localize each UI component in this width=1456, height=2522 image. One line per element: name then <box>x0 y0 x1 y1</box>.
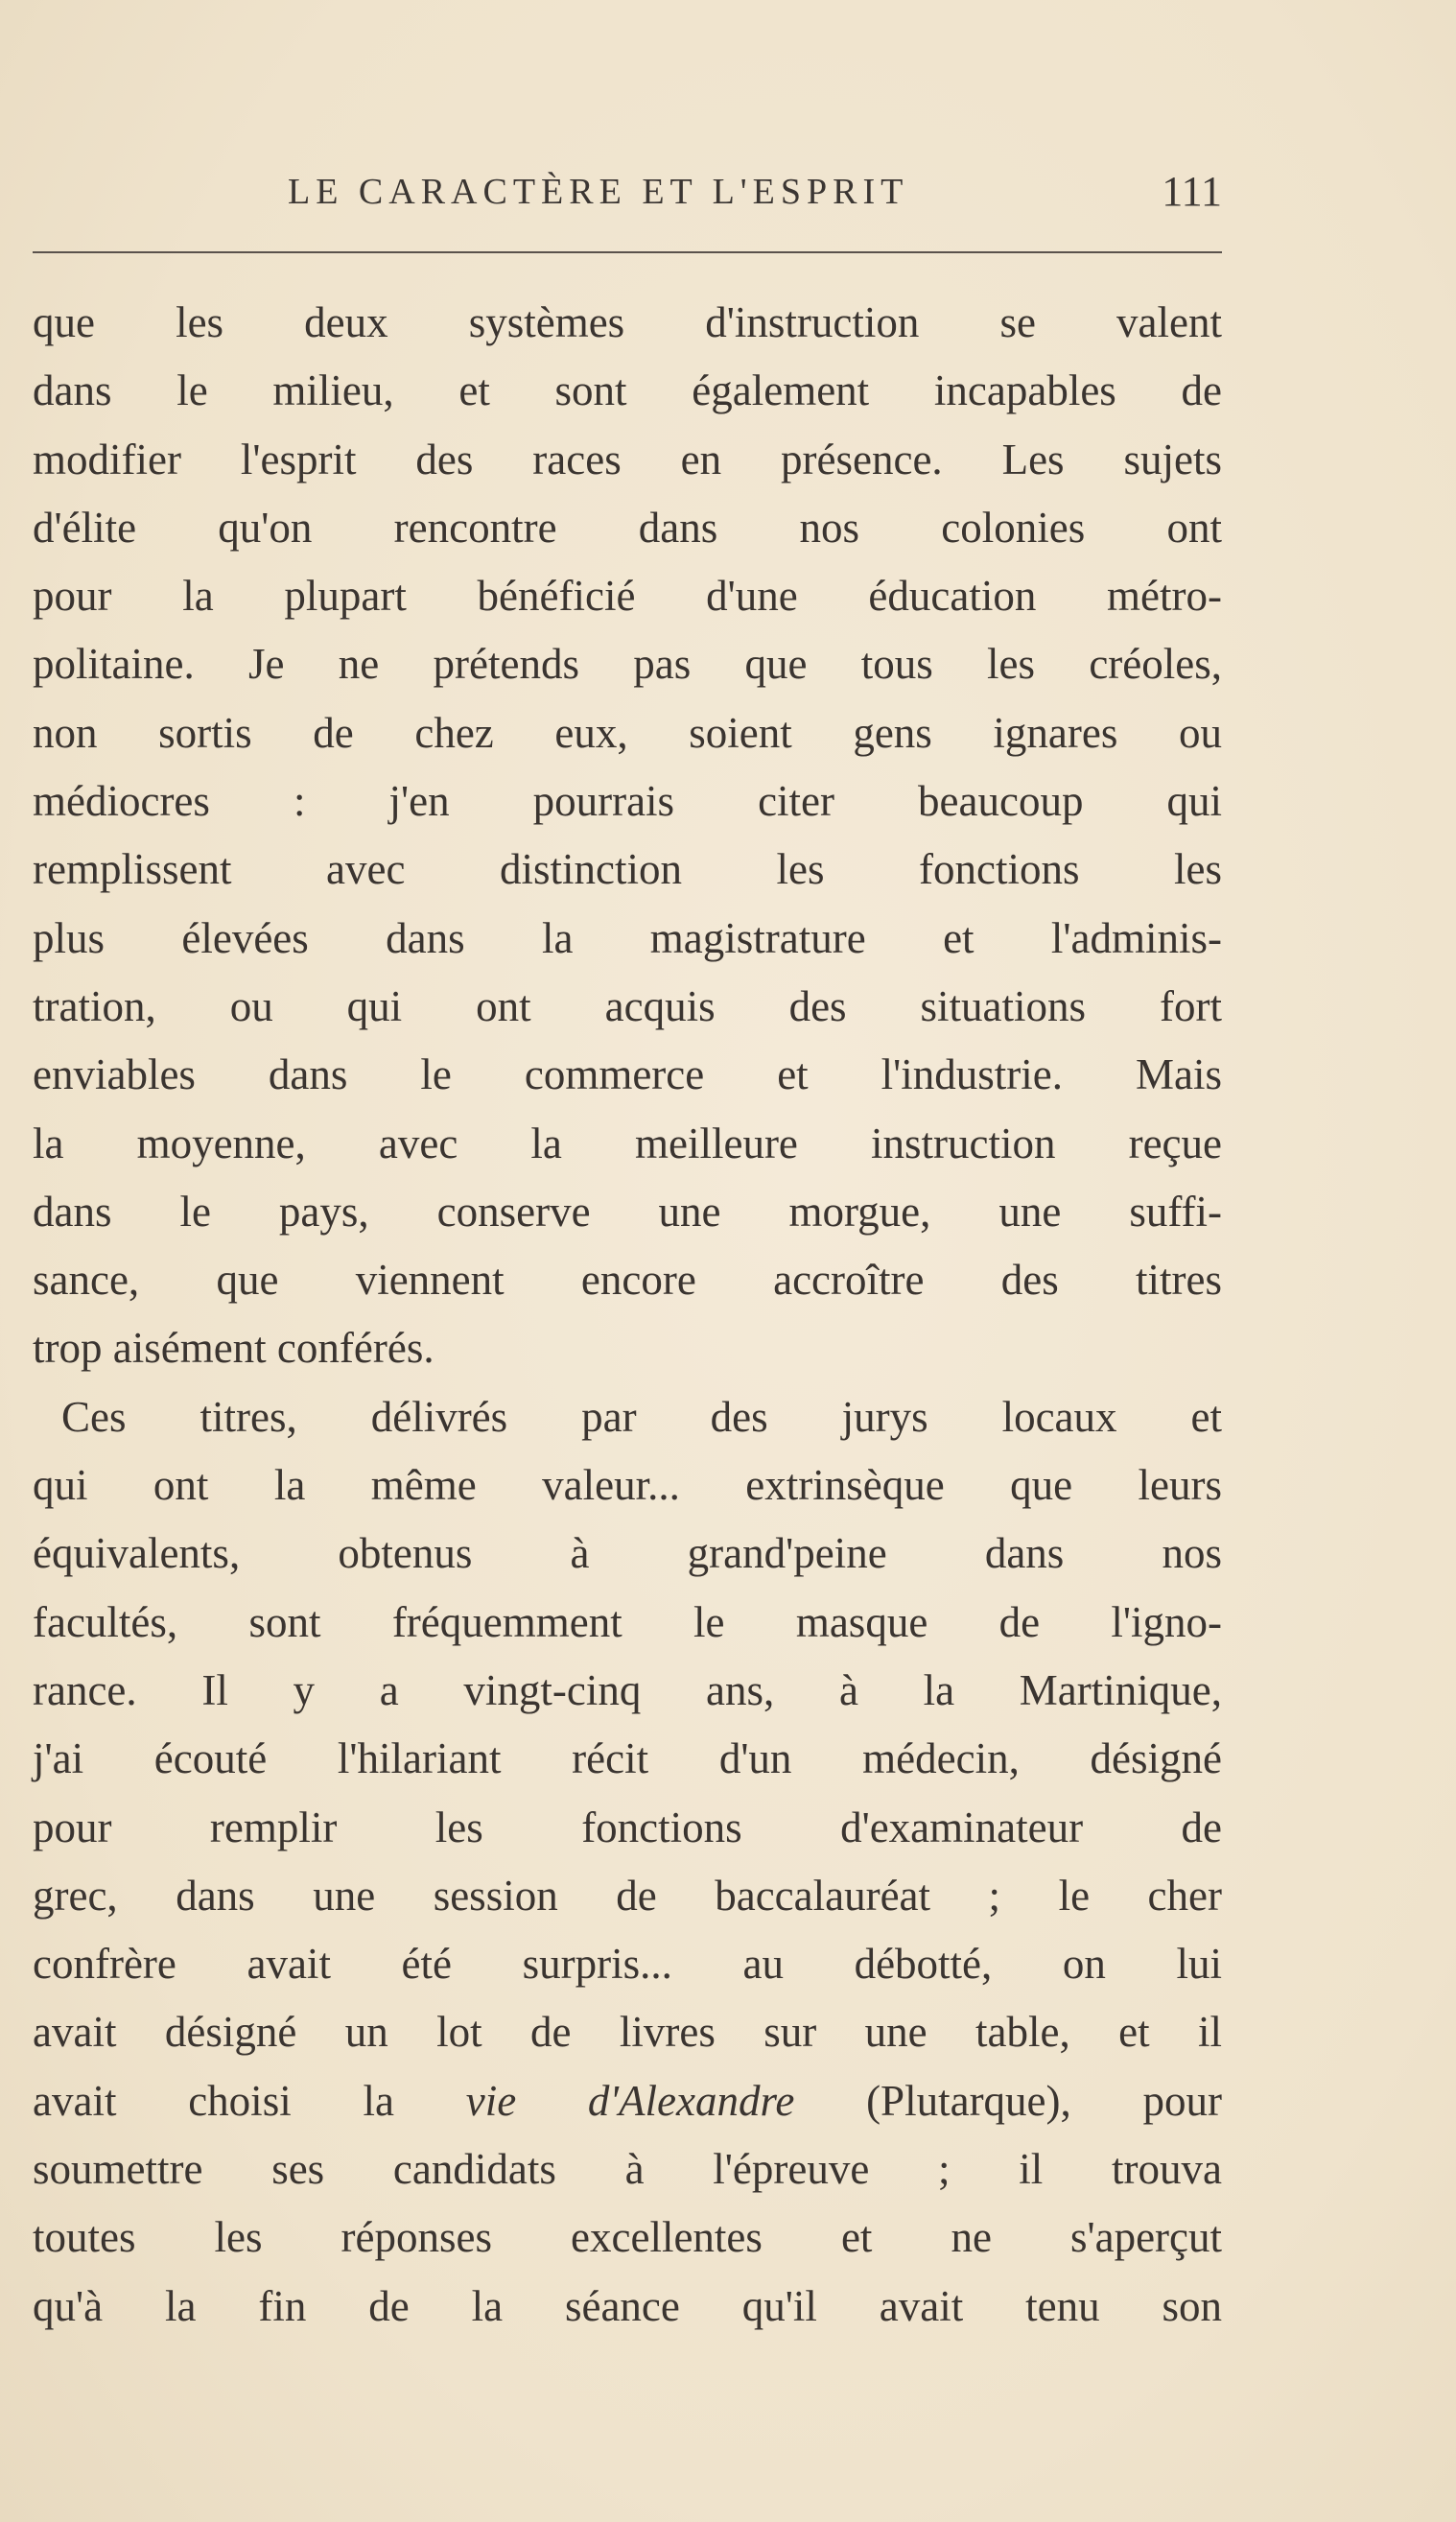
text-line: rance. Il y a vingt-cinq ans, à la Martinique, <box>33 1665 1222 1714</box>
text-line: dans le pays, conserve une morgue, une suffi- <box>33 1187 1222 1236</box>
text-line: plus élevées dans la magistrature et l'adminis- <box>33 913 1222 962</box>
text-line: la moyenne, avec la meilleure instruction reçue <box>33 1119 1222 1167</box>
text-line: enviables dans le commerce et l'industrie. Mais <box>33 1050 1222 1099</box>
text-line: pour remplir les fonctions d'examinateur de <box>33 1803 1222 1851</box>
header-rule <box>33 251 1222 253</box>
text-line: toutes les réponses excellentes et ne s'aperçut <box>33 2213 1222 2262</box>
text-line: médiocres : j'en pourrais citer beaucoup qui <box>33 777 1222 826</box>
text-line: tration, ou qui ont acquis des situations fort <box>33 981 1222 1030</box>
text-line: qu'à la fin de la séance qu'il avait tenu son <box>33 2281 1222 2330</box>
text-line: modifier l'esprit des races en présence. Les sujets <box>33 435 1222 483</box>
text-line: j'ai écouté l'hilariant récit d'un médecin, désigné <box>33 1734 1222 1783</box>
text-line: non sortis de chez eux, soient gens ignares ou <box>33 708 1222 757</box>
text-line: avait désigné un lot de livres sur une table, et il <box>33 2008 1222 2057</box>
running-head: LE CARACTÈRE ET L'ESPRIT <box>288 172 909 212</box>
text-line: soumettre ses candidats à l'épreuve ; il trouva <box>33 2145 1222 2194</box>
page-number: 111 <box>1162 168 1222 215</box>
text-segment: (Plutarque), pour <box>794 2076 1223 2125</box>
text-line: sance, que viennent encore accroître des titres <box>33 1256 1222 1305</box>
text-line: politaine. Je ne prétends pas que tous les créoles, <box>33 640 1222 689</box>
paragraph-start-line: Ces titres, délivrés par des jurys locaux et <box>61 1392 1222 1441</box>
text-line: dans le milieu, et sont également incapables de <box>33 366 1222 415</box>
text-line: remplissent avec distinction les fonctions les <box>33 845 1222 894</box>
paragraph-end-line: trop aisément conférés. <box>33 1324 434 1373</box>
body-text <box>33 294 1222 2345</box>
text-line: facultés, sont fréquemment le masque de l'igno- <box>33 1597 1222 1646</box>
book-title: vie d'Alexandre <box>465 2076 795 2125</box>
page-header <box>33 168 1222 228</box>
text-line: d'élite qu'on rencontre dans nos colonies ont <box>33 503 1222 552</box>
text-line: qui ont la même valeur... extrinsèque que leurs <box>33 1461 1222 1510</box>
text-line-with-title <box>33 2072 1222 2140</box>
text-line: équivalents, obtenus à grand'peine dans nos <box>33 1529 1222 1578</box>
text-line: grec, dans une session de baccalauréat ; le cher <box>33 1871 1222 1920</box>
text-line: confrère avait été surpris... au débotté, on lui <box>33 1940 1222 1989</box>
text-line: pour la plupart bénéficié d'une éducation métro- <box>33 572 1222 621</box>
text-segment: avait choisi la <box>33 2076 466 2125</box>
text-line: que les deux systèmes d'instruction se valent <box>33 298 1222 346</box>
